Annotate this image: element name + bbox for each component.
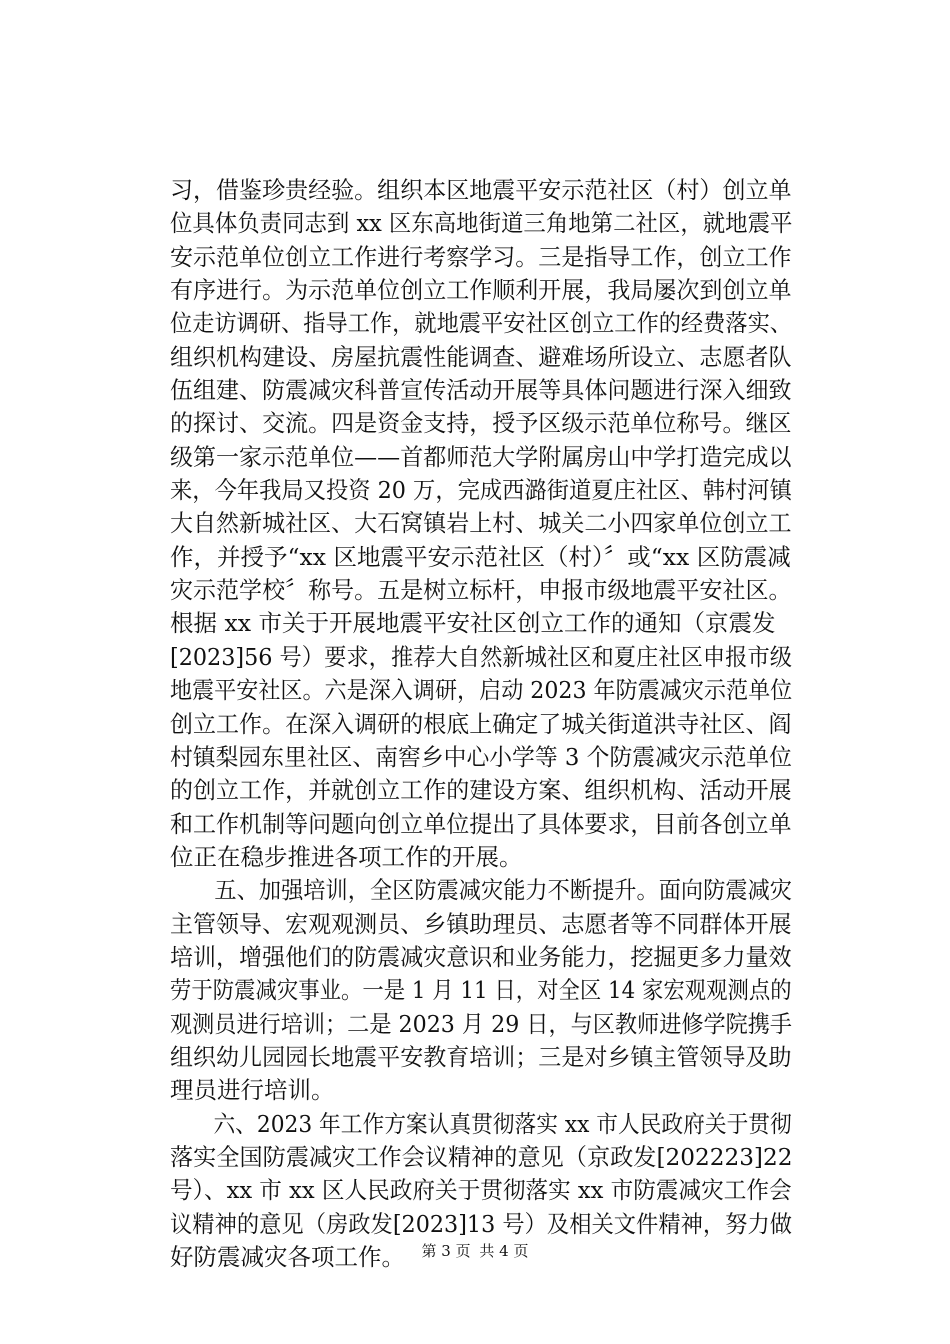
text-line: 习，借鉴珍贵经验。组织本区地震平安示范社区（村）创立单 xyxy=(170,176,792,204)
text-line: 的创立工作，并就创立工作的建设方案、组织机构、活动开展 xyxy=(170,776,792,805)
text-line: 落实全国防震减灾工作会议精神的意见（京政发[202223]22 xyxy=(170,1142,793,1171)
text-line: 议精神的意见（房政发[2023]13 号）及相关文件精神，努力做 xyxy=(170,1209,793,1238)
text-line: [2023]56 号）要求，推荐大自然新城社区和夏庄社区申报市级 xyxy=(170,642,793,671)
text-line: 作，并授予“xx 区地震平安示范社区（村）〞或“xx 区防震减 xyxy=(170,542,791,571)
page-footer xyxy=(0,1241,950,1261)
text-line: 大自然新城社区、大石窝镇岩上村、城关二小四家单位创立工 xyxy=(170,509,792,538)
text-line: 来，今年我局又投资 20 万，完成西潞街道夏庄社区、韩村河镇 xyxy=(170,476,792,505)
text-line: 根据 xx 市关于开展地震平安社区创立工作的通知（京震发 xyxy=(170,609,776,638)
text-line: 灾示范学校〞称号。五是树立标杆，申报市级地震平安社区。 xyxy=(170,576,792,605)
text-line: 培训，增强他们的防震减灾意识和业务能力，挖掘更多力量效 xyxy=(170,942,792,971)
text-line: 地震平安社区。六是深入调研，启动 2023 年防震减灾示范单位 xyxy=(170,676,793,705)
text-line: 位走访调研、指导工作，就地震平安社区创立工作的经费落实、 xyxy=(170,309,792,338)
text-line: 级第一家示范单位——首都师范大学附属房山中学打造完成以 xyxy=(170,442,792,471)
text-line: 观测员进行培训；二是 2023 月 29 日，与区教师进修学院携手 xyxy=(170,1009,793,1038)
text-line: 组织幼儿园园长地震平安教育培训；三是对乡镇主管领导及助 xyxy=(170,1042,792,1071)
text-line: 创立工作。在深入调研的根底上确定了城关街道洪寺社区、阎 xyxy=(170,709,792,738)
text-line: 安示范单位创立工作进行考察学习。三是指导工作，创立工作 xyxy=(170,242,792,271)
text-line: 主管领导、宏观观测员、乡镇助理员、志愿者等不同群体开展 xyxy=(170,909,792,938)
text-line: 有序进行。为示范单位创立工作顺利开展，我局屡次到创立单 xyxy=(170,276,792,305)
text-line: 村镇梨园东里社区、南窖乡中心小学等 3 个防震减灾示范单位 xyxy=(170,742,792,771)
text-line: 劳于防震减灾事业。一是 1 月 11 日，对全区 14 家宏观观测点的 xyxy=(170,976,792,1005)
text-line: 和工作机制等问题向创立单位提出了具体要求，目前各创立单 xyxy=(170,809,792,838)
text-line: 六、2023 年工作方案认真贯彻落实 xx 市人民政府关于贯彻 xyxy=(170,1109,792,1138)
text-line: 好防震减灾各项工作。 xyxy=(170,1243,405,1271)
text-line: 组织机构建设、房屋抗震性能调查、避难场所设立、志愿者队 xyxy=(170,342,792,371)
text-line: 的探讨、交流。四是资金支持，授予区级示范单位称号。继区 xyxy=(170,409,792,438)
text-line: 伍组建、防震减灾科普宣传活动开展等具体问题进行深入细致 xyxy=(170,376,792,405)
page-number-total: 共 4 页 xyxy=(479,1242,529,1260)
text-line: 位具体负责同志到 xx 区东高地街道三角地第二社区，就地震平 xyxy=(170,209,793,238)
text-line: 号）、xx 市 xx 区人民政府关于贯彻落实 xx 市防震减灾工作会 xyxy=(170,1176,792,1205)
document-body xyxy=(170,174,793,1274)
text-line: 五、加强培训，全区防震减灾能力不断提升。面向防震减灾 xyxy=(170,876,792,905)
text-line: 位正在稳步推进各项工作的开展。 xyxy=(170,842,523,871)
page-number-current: 第 3 页 xyxy=(421,1242,471,1260)
text-line: 理员进行培训。 xyxy=(170,1076,335,1105)
